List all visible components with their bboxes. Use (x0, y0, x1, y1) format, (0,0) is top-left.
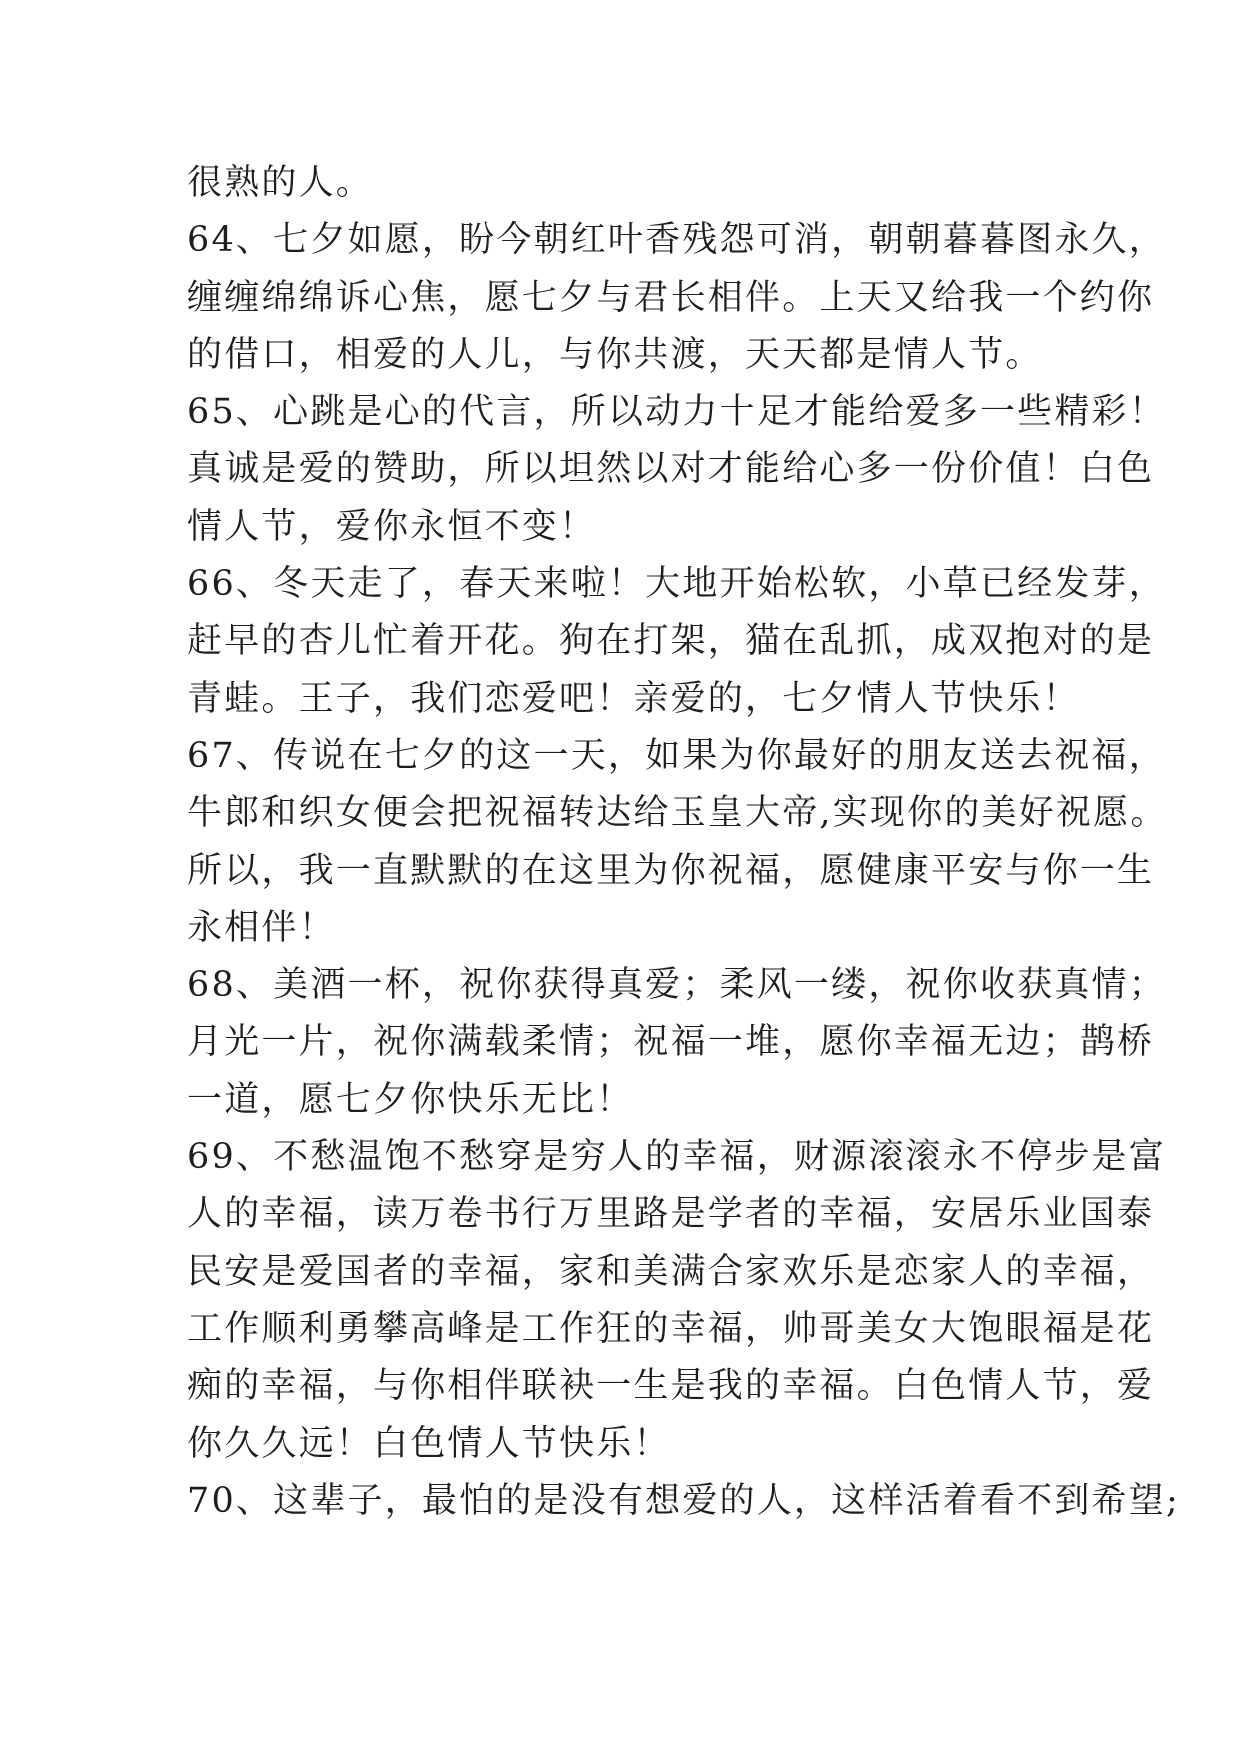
text-line: 赶早的杏儿忙着开花。狗在打架，猫在乱抓，成双抱对的是 (187, 621, 1155, 662)
text-line: 66、冬天走了，春天来啦！大地开始松软，小草已经发芽， (187, 564, 1166, 605)
text-line: 青蛙。王子，我们恋爱吧！亲爱的，七夕情人节快乐！ (187, 678, 1080, 719)
body-text (187, 155, 1180, 1530)
text-line: 民安是爱国者的幸福，家和美满合家欢乐是恋家人的幸福， (187, 1251, 1155, 1292)
text-line: 月光一片，祝你满载柔情；祝福一堆，愿你幸福无边；鹊桥 (187, 1022, 1155, 1063)
text-line: 的借口，相爱的人儿，与你共渡，天天都是情人节。 (187, 334, 1043, 375)
text-line: 你久久远！白色情人节快乐！ (187, 1423, 671, 1464)
text-line: 一道，愿七夕你快乐无比！ (187, 1079, 634, 1120)
text-line: 真诚是爱的赞助，所以坦然以对才能给心多一份价值！白色 (187, 449, 1155, 490)
text-line: 缠缠绵绵诉心焦，愿七夕与君长相伴。上天又给我一个约你 (187, 277, 1155, 318)
text-line: 永相伴！ (187, 907, 336, 948)
text-line: 70、这辈子，最怕的是没有想爱的人，这样活着看不到希望; (187, 1480, 1180, 1521)
text-line: 人的幸福，读万卷书行万里路是学者的幸福，安居乐业国泰 (187, 1194, 1155, 1235)
text-line: 很熟的人。 (187, 163, 374, 203)
text-line: 67、传说在七夕的这一天，如果为你最好的朋友送去祝福， (187, 735, 1166, 776)
text-line: 65、心跳是心的代言，所以动力十足才能给爱多一些精彩！ (187, 392, 1166, 433)
text-line: 所以，我一直默默的在这里为你祝福，愿健康平安与你一生 (187, 850, 1155, 891)
text-line: 情人节，爱你永恒不变！ (187, 506, 597, 547)
text-line: 64、七夕如愿，盼今朝红叶香残怨可消，朝朝暮暮图永久， (187, 220, 1166, 261)
text-line: 工作顺利勇攀高峰是工作狂的幸福，帅哥美女大饱眼福是花 (187, 1308, 1155, 1349)
text-line: 68、美酒一杯，祝你获得真爱；柔风一缕，祝你收获真情； (187, 965, 1166, 1006)
text-line: 痴的幸福，与你相伴联袂一生是我的幸福。白色情人节，爱 (187, 1366, 1155, 1407)
text-line: 69、不愁温饱不愁穿是穷人的幸福，财源滚滚永不停步是富 (187, 1137, 1166, 1178)
text-line: 牛郎和织女便会把祝福转达给玉皇大帝,实现你的美好祝愿。 (187, 793, 1168, 834)
